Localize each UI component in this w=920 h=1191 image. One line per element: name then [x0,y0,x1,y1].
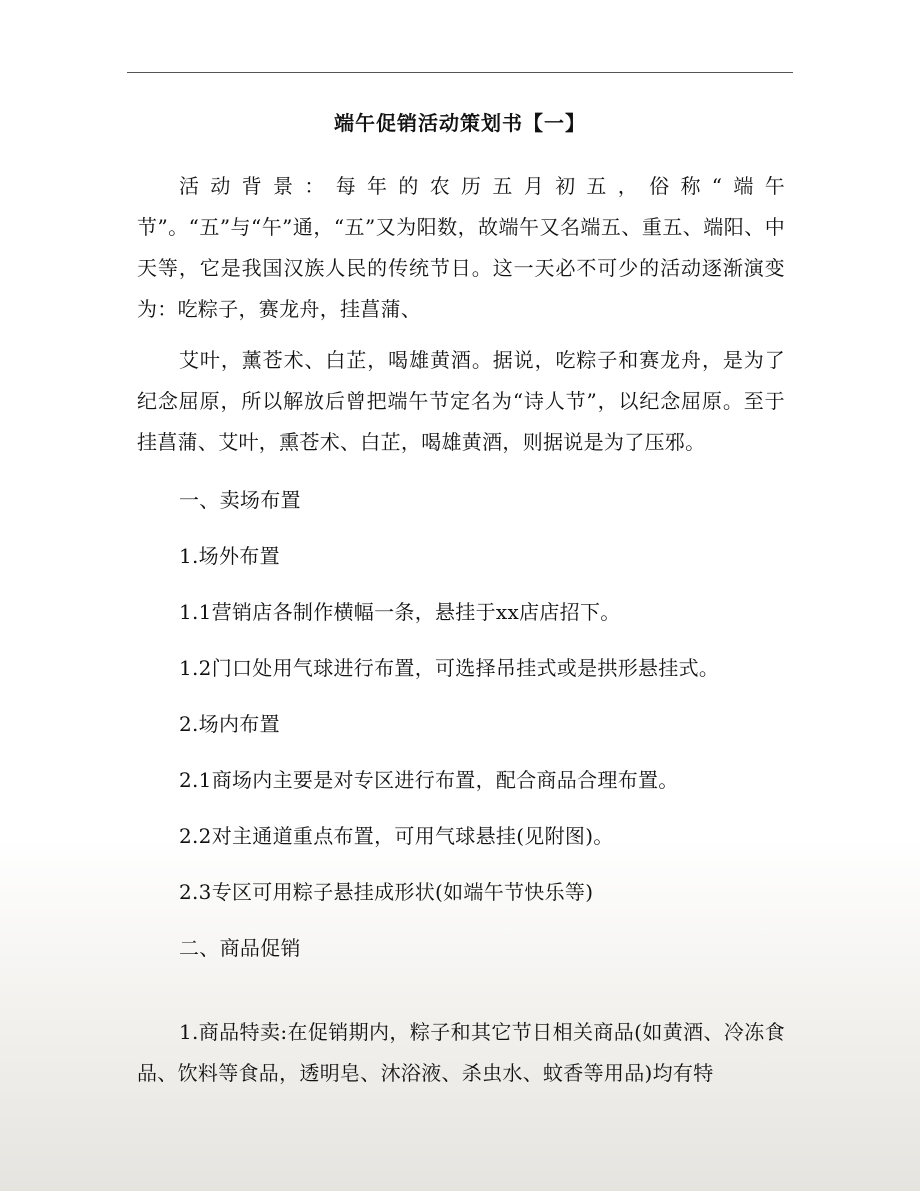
paragraph-background-continued: 艾叶，薰苍术、白芷，喝雄黄酒。据说，吃粽子和赛龙舟，是为了纪念屈原，所以解放后曾把端午节定名为“诗人节”，以纪念屈原。至于挂菖蒲、艾叶，熏苍术、白芷，喝雄黄酒，则据说是为了压邪。 [137,348,785,454]
item-2-3: 2.3专区可用粽子悬挂成形状(如端午节快乐等) [179,880,594,904]
section-heading-venue-layout: 一、卖场布置 [179,488,301,512]
item-2-1: 2.1商场内主要是对专区进行布置，配合商品合理布置。 [179,768,679,792]
section-heading-product-promotion: 二、商品促销 [179,936,301,960]
item-1-1: 1.1营销店各制作横幅一条，悬挂于xx店店招下。 [179,600,621,624]
item-2-2: 2.2对主通道重点布置，可用气球悬挂(见附图)。 [179,824,614,848]
subsection-indoor-layout: 2.场内布置 [179,712,280,736]
paragraph-special-sale: 1.商品特卖:在促销期内，粽子和其它节日相关商品(如黄酒、冷冻食品、饮料等食品，透明皂、沐浴液、杀虫水、蚊香等用品)均有特 [137,1020,785,1085]
subsection-outdoor-layout: 1.场外布置 [179,544,280,568]
paragraph-background: 活动背景：每年的农历五月初五，俗称“端午节”。“五”与“午”通，“五”又为阳数，故端午又名端五、重五、端阳、中天等，它是我国汉族人民的传统节日。这一天必不可少的活动逐渐演变为：吃粽子，赛龙舟，挂菖蒲、 [137,174,785,321]
document-title: 端午促销活动策划书【一】 [334,111,586,135]
item-1-2: 1.2门口处用气球进行布置，可选择吊挂式或是拱形悬挂式。 [179,656,720,680]
header-rule [127,72,793,73]
